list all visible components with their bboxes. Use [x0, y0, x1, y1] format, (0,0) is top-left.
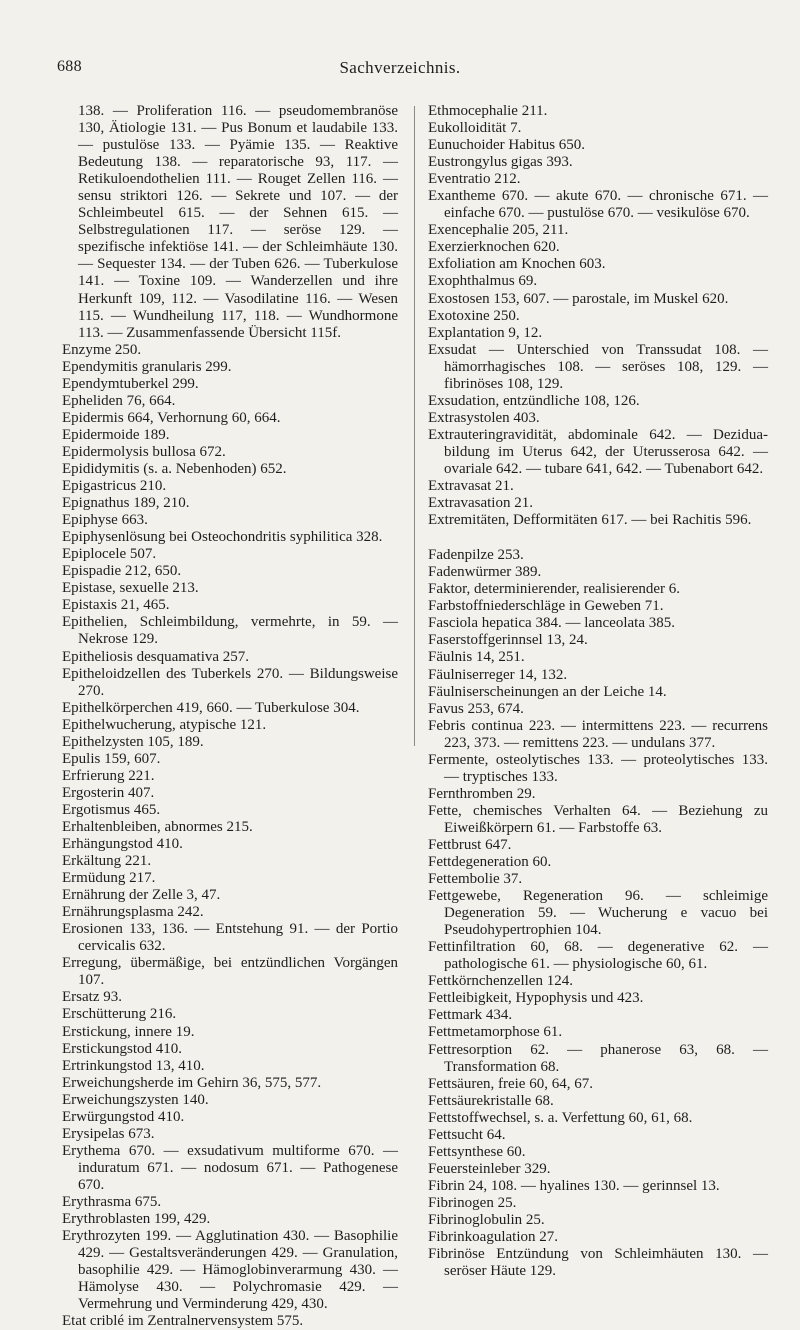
index-entry: Fadenwürmer 389.: [428, 564, 542, 581]
index-entry: Epitheliosis desquamativa 257.: [62, 648, 250, 665]
index-entry: Fibrinöse Entzündung von Schleimhäuten 130. — seröser Häute 129.: [428, 1246, 768, 1280]
index-entry: Erregung, übermäßige, bei entzündlichen Vorgängen 107.: [62, 955, 398, 989]
running-head: Sachverzeichnis.: [339, 58, 461, 77]
index-entry: Fettmetamorphose 61.: [428, 1024, 563, 1041]
index-entry: Fettstoffwechsel, s. a. Verfettung 60, 61, 68.: [428, 1109, 693, 1126]
page-header: [0, 58, 800, 82]
index-entry: Extravasat 21.: [428, 478, 514, 495]
index-entry: Epispadie 212, 650.: [62, 563, 182, 580]
index-entry: Erschütterung 216.: [62, 1006, 177, 1023]
index-entry: Faserstoffgerinnsel 13, 24.: [428, 632, 588, 649]
index-entry: Extrasystolen 403.: [428, 409, 540, 426]
index-entry: Epidermis 664, Verhornung 60, 664.: [62, 409, 281, 426]
column-divider: [414, 106, 415, 746]
index-entry: Explantation 9, 12.: [428, 324, 543, 341]
index-entry: Fettmark 434.: [428, 1007, 513, 1024]
index-entry: Faktor, determinierender, realisierender 6.: [428, 581, 681, 598]
index-entry: Erweichungsherde im Gehirn 36, 575, 577.: [62, 1074, 322, 1091]
index-entry: Erosionen 133, 136. — Entstehung 91. — der Portio cervicalis 632.: [62, 921, 398, 955]
index-entry: Fettdegeneration 60.: [428, 854, 552, 871]
index-entry: Fibrinkoagulation 27.: [428, 1229, 558, 1246]
index-entry: Epiphysenlösung bei Osteochondritis syphilitica 328.: [62, 529, 383, 546]
right-column: [428, 103, 768, 1280]
index-entry: Ermüdung 217.: [62, 870, 156, 887]
index-entry: Etat criblé im Zentralnervensystem 575.: [62, 1313, 304, 1330]
index-entry: Epidermolysis bullosa 672.: [62, 443, 226, 460]
index-entry: Erstickung, innere 19.: [62, 1023, 195, 1040]
index-entry: Epitheloidzellen des Tuberkels 270. — Bildungsweise 270.: [62, 665, 398, 699]
index-entry: Epigastricus 210.: [62, 478, 167, 495]
index-entry: Exfoliation am Knochen 603.: [428, 256, 606, 273]
index-entry: Epistaxis 21, 465.: [62, 597, 170, 614]
index-entry: Extravasation 21.: [428, 495, 533, 512]
index-entry: Epignathus 189, 210.: [62, 495, 190, 512]
index-entry: Epithelkörperchen 419, 660. — Tuberkulose 304.: [62, 699, 360, 716]
letter-group-break: [428, 529, 768, 547]
index-entry: Fadenpilze 253.: [428, 547, 524, 564]
index-entry: Exsudation, entzündliche 108, 126.: [428, 392, 640, 409]
index-entry: 138. — Proliferation 116. — pseudomembranöse 130, Ätiologie 131. — Pus Bonum et laudabile 133. — pustulöse 133. — Pyämie 135. — Reaktive Bedeutung 138. — reparatorische 93, 117. — Retikuloendothelien 111. — Rouget Zellen 116. — sensu striktori 126. — Sekrete und 107. — der Schleimbeutel 615. — der Sehnen 615. — Selbstregulationen 117. — seröse 129. — spezifische infektiöse 141. — der Schleimhäute 130. — Sequester 134. — der Tuben 626. — Tuberkulose 141. — Toxine 109. — Wanderzellen und ihre Herkunft 109, 112. — Vasodilatine 116. — Wesen 115. — Wundheilung 117, 118. — Wundhormone 113. — Zusammenfassende Übersicht 115f.: [78, 103, 398, 341]
index-entry: Fäulniserscheinungen an der Leiche 14.: [428, 683, 667, 700]
index-entry: Fermente, osteolytisches 133. — proteolytisches 133. — tryptisches 133.: [428, 751, 768, 785]
index-entry: Ethmocephalie 211.: [428, 103, 548, 119]
index-entry: Epithelien, Schleimbildung, vermehrte, in 59. — Nekrose 129.: [62, 614, 398, 648]
index-entry: Exsudat — Unterschied von Transsudat 108. — hämorrhagisches 108. — seröses 108, 129. — fibrinöses 108, 129.: [428, 341, 768, 392]
index-entry: Erysipelas 673.: [62, 1125, 155, 1142]
index-entry: Epidermoide 189.: [62, 426, 170, 443]
index-entry: Fettsucht 64.: [428, 1126, 506, 1143]
index-entry: Erwürgungstod 410.: [62, 1108, 185, 1125]
index-entry: Erkältung 221.: [62, 853, 152, 870]
index-entry: Erstickungstod 410.: [62, 1040, 182, 1057]
index-entry: Ergosterin 407.: [62, 784, 155, 801]
index-entry: Ependymtuberkel 299.: [62, 375, 199, 392]
index-entry: Exotoxine 250.: [428, 307, 520, 324]
index-entry: Febris continua 223. — intermittens 223. — recurrens 223, 373. — remittens 223. — undulans 377.: [428, 717, 768, 751]
index-entry: Eustrongylus gigas 393.: [428, 154, 573, 171]
index-entry: Extrauteringravidität, abdominale 642. — Dezidua-bildung im Uterus 642, der Uterusserosa 642. — ovariale 642. — tubare 641, 642. — Tubenabort 642.: [428, 426, 768, 477]
index-entry: Exostosen 153, 607. — parostale, im Muskel 620.: [428, 290, 729, 307]
index-entry: Exencephalie 205, 211.: [428, 222, 569, 239]
index-entry: Epiplocele 507.: [62, 546, 157, 563]
index-entry: Erhaltenbleiben, abnormes 215.: [62, 818, 253, 835]
index-entry: Epulis 159, 607.: [62, 750, 161, 767]
index-entry: Fettsäuren, freie 60, 64, 67.: [428, 1075, 593, 1092]
index-entry: Epididymitis (s. a. Nebenhoden) 652.: [62, 460, 287, 477]
index-entry: Exantheme 670. — akute 670. — chronische 671. — einfache 670. — pustulöse 670. — vesikulöse 670.: [428, 188, 768, 222]
index-entry: Enzyme 250.: [62, 341, 142, 358]
index-entry: Fettsynthese 60.: [428, 1143, 526, 1160]
index-entry: Ernährungsplasma 242.: [62, 904, 204, 921]
index-entry: Feuersteinleber 329.: [428, 1160, 551, 1177]
index-entry: Fettinfiltration 60, 68. — degenerative 62. — pathologische 61. — physiologische 60, 61.: [428, 939, 768, 973]
index-entry: Ernährung der Zelle 3, 47.: [62, 887, 221, 904]
index-entry: Ergotismus 465.: [62, 801, 161, 818]
index-entry: Epiphyse 663.: [62, 512, 148, 529]
index-entry: Fäulniserreger 14, 132.: [428, 666, 568, 683]
index-entry: Erhängungstod 410.: [62, 836, 183, 853]
index-entry: Eunuchoider Habitus 650.: [428, 137, 586, 154]
index-entry: Erweichungszysten 140.: [62, 1091, 209, 1108]
index-entry: Erythrasma 675.: [62, 1194, 162, 1210]
index-entry: Erythema 670. — exsudativum multiforme 670. — induratum 671. — nodosum 671. — Pathogenese 670.: [62, 1142, 398, 1193]
index-entry: Fernthromben 29.: [428, 785, 536, 802]
index-entry: Epheliden 76, 664.: [62, 392, 176, 409]
index-entry: Farbstoffniederschläge in Geweben 71.: [428, 598, 664, 615]
index-entry: Fibrinoglobulin 25.: [428, 1212, 545, 1228]
index-entry: Fettbrust 647.: [428, 836, 512, 853]
index-entry: Eukolloidität 7.: [428, 120, 522, 137]
index-entry: Fettgewebe, Regeneration 96. — schleimige Degeneration 59. — Wucherung e vacuo bei Pseudohypertrophien 104.: [428, 888, 768, 939]
page-number: 688: [57, 58, 82, 75]
index-entry: Fettleibigkeit, Hypophysis und 423.: [428, 990, 644, 1007]
index-entry: Erythroblasten 199, 429.: [62, 1211, 211, 1228]
index-entry: Fäulnis 14, 251.: [428, 649, 525, 666]
index-entry: Fette, chemisches Verhalten 64. — Beziehung zu Eiweißkörpern 61. — Farbstoffe 63.: [428, 802, 768, 836]
index-entry: Exerzierknochen 620.: [428, 239, 560, 256]
index-entry: Epithelwucherung, atypische 121.: [62, 716, 267, 733]
index-entry: Fasciola hepatica 384. — lanceolata 385.: [428, 615, 675, 632]
index-entry: Extremitäten, Defformitäten 617. — bei Rachitis 596.: [428, 512, 752, 529]
index-entry: Favus 253, 674.: [428, 700, 524, 717]
index-entry: Erythrozyten 199. — Agglutination 430. — Basophilie 429. — Gestaltsveränderungen 429. — Granulation, basophilie 429. — Hämoglobinverarmung 430. — Hämolyse 430. — Polychromasie 429. — Vermehrung und Verminderung 429, 430.: [62, 1228, 398, 1313]
index-entry: Exophthalmus 69.: [428, 273, 538, 290]
index-entry: Ertrinkungstod 13, 410.: [62, 1057, 205, 1074]
index-entry: Ersatz 93.: [62, 989, 122, 1006]
index-entry: Eventratio 212.: [428, 171, 521, 188]
index-entry: Fettkörnchenzellen 124.: [428, 973, 573, 990]
index-entry: Fettsäurekristalle 68.: [428, 1092, 554, 1109]
index-entry: Ependymitis granularis 299.: [62, 358, 232, 375]
left-column: [62, 103, 398, 1330]
index-entry: Fibrinogen 25.: [428, 1194, 517, 1211]
index-entry: Fibrin 24, 108. — hyalines 130. — gerinnsel 13.: [428, 1177, 720, 1194]
index-entry: Erfrierung 221.: [62, 767, 155, 784]
index-entry: Epistase, sexuelle 213.: [62, 580, 199, 597]
index-entry: Fettembolie 37.: [428, 871, 523, 888]
index-entry: Fettresorption 62. — phanerose 63, 68. — Transformation 68.: [428, 1041, 768, 1075]
index-entry: Epithelzysten 105, 189.: [62, 733, 204, 750]
